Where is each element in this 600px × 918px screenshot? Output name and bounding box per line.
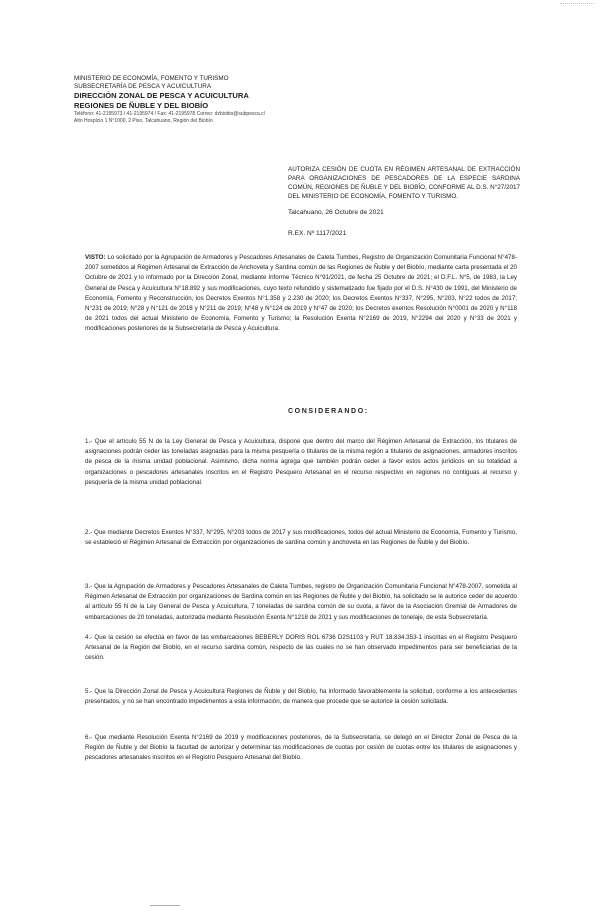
subsecretariat-line: SUBSECRETARÍA DE PESCA Y ACUICULTURA: [74, 83, 212, 91]
resolution-number: R.EX. Nº 1117/2021: [288, 230, 347, 237]
direction-line: DIRECCIÓN ZONAL DE PESCA Y ACUICULTURA: [74, 91, 249, 101]
footer-mark: [150, 905, 180, 909]
considerando-paragraph-5: 5.- Que la Dirección Zonal de Pesca y Acuicultura Regiones de Ñuble y del Biobío, ha informado favorablemente la solicitud, conforme a los antecedentes presentados, y no se han encontrado impedimentos a esta información, de manera que procede que se autorice la cesión solicitada.: [85, 688, 517, 706]
visto-label: VISTO:: [85, 254, 106, 261]
visto-section: [85, 253, 517, 335]
region-line: REGIONES DE ÑUBLE Y DEL BIOBÍO: [74, 101, 209, 111]
document-subject: AUTORIZA CESIÓN DE CUOTA EN RÉGIMEN ARTESANAL DE EXTRACCIÓN PARA ORGANIZACIONES DE PESCADORES DE LA ESPECIE SARDINA COMÚN, REGIONES DE ÑUBLE Y DEL BIOBÍO, CONFORME AL D.S. N°27/2017 DEL MINISTERIO DE ECONOMÍA, FOMENTO Y TURISMO.: [288, 166, 520, 200]
page-corner-mark: [560, 3, 594, 6]
address-line: Alto Hospicio 1 N°1000, 2 Piso, Talcahuano, Región del Biobío: [74, 117, 213, 124]
visto-text: Lo solicitado por la Agrupación de Armadores y Pescadores Artesanales de Caleta Tumbes, Registro de Organización Comunitaria Funcional N°478-2007 sometidos al Régimen Artesanal de Extracción de Anchoveta y Sardina común de las Regiones de Ñuble y del Biobío, mediante carta presentada el 20 Octubre de 2021 y lo informado por la Dirección Zonal, mediante Informe Técnico N°91/2021, de fecha 25 Octubre de 2021; el D.F.L. N°5, de 1983, la Ley General de Pesca y Acuicultura N°18.892 y sus modificaciones, cuyo texto refundido y sistematizado fue fijado por el D.S. N°430 de 1991, del Ministerio de Economía, Fomento y Reconstrucción, los Decretos Exentos N°1.358 y 2.230 de 2020; los Decretos Exentos N°337, N°295, N°203, N°22 todos de 2017; N°231 de 2019; N°28 y N°121 de 2018 y N°211 de 2019; N°48 y N°124 de 2019 y N°47 de 2020; los Decretos exentos Resolución N°0001 de 2020 y N°118 de 2021 todos del actual Ministerio de Economía, Fomento y Turismo; la Resolución Exenta N°2169 de 2019, N°2294 del 2020 y N°33 de 2021 y modificaciones posteriores de la Subsecretaría de Pesca y Acuicultura.: [85, 254, 517, 333]
document-date: Talcahuano, 26 Octubre de 2021: [288, 209, 384, 216]
contact-line: Teléfono: 41-2195973 / 41-2195974 / Fax: 41-2195978 Correo: dzbiobio@subpesca.cl: [74, 111, 265, 118]
letterhead: [74, 75, 314, 124]
considerando-paragraph-4: 4.- Que la cesión se efectúa en favor de las embarcaciones BEBERLY DORIS ROL 6736 D2S1103 y RUT 18.834.353-1 inscritas en el Registro Pesquero Artesanal de la Región del Biobío, en el recurso sardina común, respecto de las cuales no se han observado impedimentos para ser beneficiarias de la cesión.: [85, 634, 517, 662]
ministry-line: MINISTERIO DE ECONOMÍA, FOMENTO Y TURISMO: [74, 75, 229, 82]
considerando-paragraph-1: 1.- Que el artículo 55 N de la Ley General de Pesca y Acuicultura, dispone que dentro del marco del Régimen Artesanal de Extracción, los titulares de asignaciones podrán ceder las toneladas asignadas para la misma pesquería o titulares de la misma región a titulares de asignaciones, armadores inscritos de pesca de la misma unidad poblacional. Asimismo, dicha norma agrega que también podrán ceder a favor estos actos jurídicos en su totalidad a organizaciones o pescadores artesanales inscritos en el Registro Pesquero Artesanal en el recurso respectivo en regiones no contiguas al recurso y pesquería de la misma unidad poblacional.: [85, 438, 517, 486]
considerando-paragraph-6: 6.- Que mediante Resolución Exenta N°2169 de 2019 y modificaciones posteriores, de la Subsecretaría, se delegó en el Director Zonal de Pesca de la Región de Ñuble y del Biobío la facultad de autorizar y determinar las modificaciones de cuotas por cesión de cuotas entre los titulares de asignaciones y pescadores artesanales inscritos en el Registro Pesquero Artesanal del Biobío.: [85, 734, 517, 762]
considerando-paragraph-3: 3.- Que la Agrupación de Armadores y Pescadores Artesanales de Caleta Tumbes, registro de Organización Comunitaria Funcional N°478-2007, sometida al Régimen Artesanal de Extracción por organizaciones de Sardina común en las Regiones de Ñuble y del Biobío, ha solicitado se le autorice ceder de acuerdo al artículo 55 N de la Ley General de Pesca y Acuicultura, 7 toneladas de sardina común de su cuota, a favor de la Asociación Gremial de Armadores de embarcaciones de 20 toneladas, autorizada mediante Resolución Exenta N°1218 de 2021 y sus modificaciones de tonelaje, de esta Subsecretaría.: [85, 583, 517, 621]
considerando-paragraph-2: 2.- Que mediante Decretos Exentos N°337, N°295, N°203 todos de 2017 y sus modificaciones, todos del actual Ministerio de Economía, Fomento y Turismo, se estableció el Régimen Artesanal de Extracción por organizaciones de sardina común y anchoveta en las Regiones de Ñuble y del Biobío.: [85, 529, 517, 547]
considerando-heading: CONSIDERANDO:: [288, 408, 369, 415]
